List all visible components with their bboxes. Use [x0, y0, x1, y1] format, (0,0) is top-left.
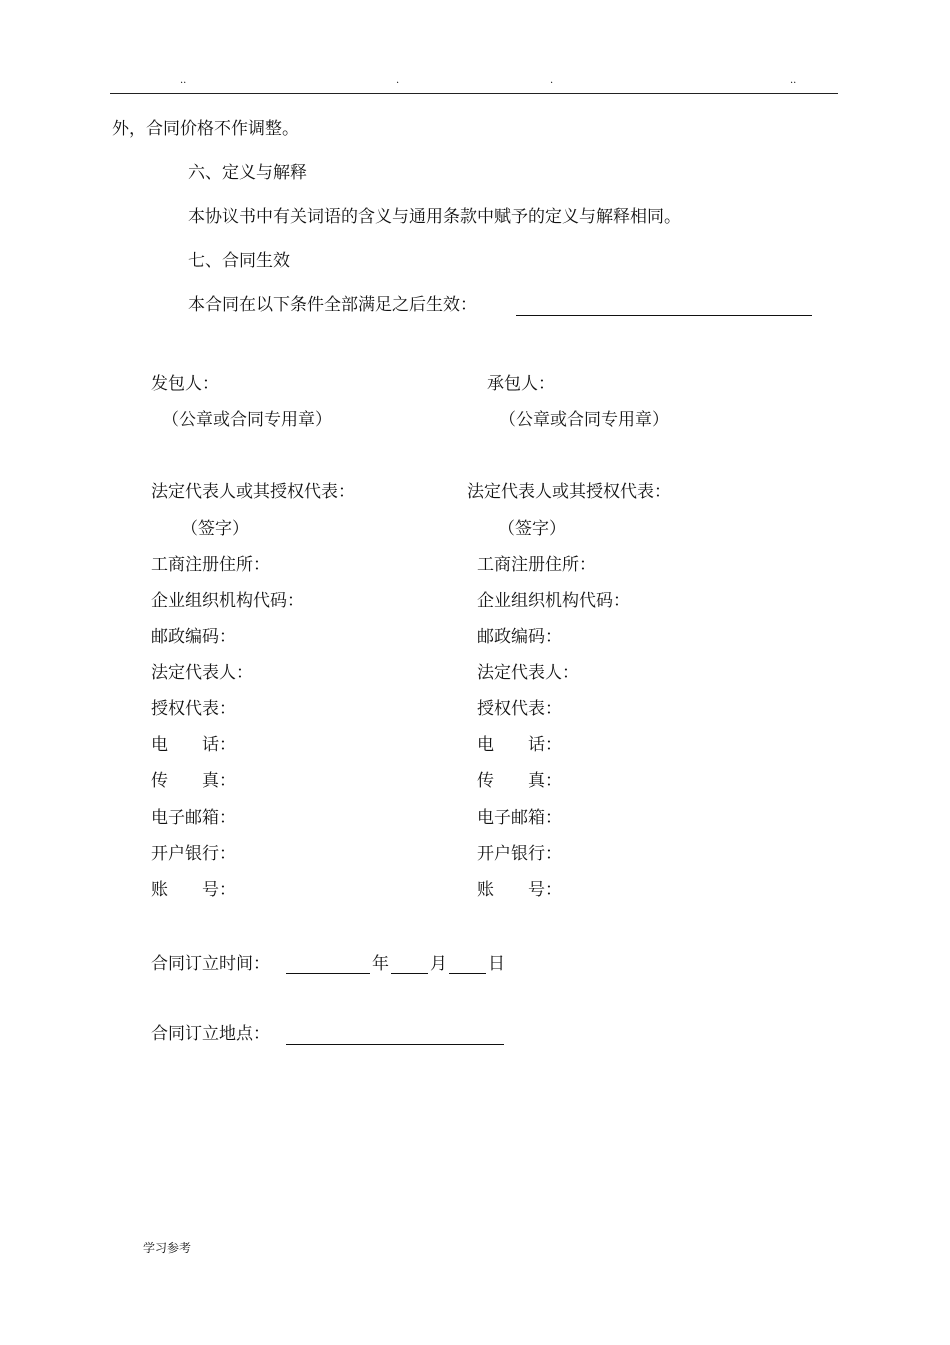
section-7-text: 本合同在以下条件全部满足之后生效： — [188, 295, 477, 315]
contractor-sign-label: （签字） — [498, 519, 566, 539]
contractor-field: 传 真： — [477, 771, 562, 791]
section-7-title: 七、合同生效 — [188, 251, 290, 271]
contractor-field: 企业组织机构代码： — [477, 591, 630, 611]
contractor-rep-label: 法定代表人或其授权代表： — [467, 482, 671, 502]
footer-text: 学习参考 — [143, 1241, 192, 1255]
section-6-title: 六、定义与解释 — [188, 163, 307, 183]
year-blank — [286, 973, 370, 974]
employer-field: 授权代表： — [151, 699, 236, 719]
contractor-field: 授权代表： — [477, 699, 562, 719]
year-label: 年 — [372, 954, 389, 974]
contractor-field: 法定代表人： — [477, 663, 579, 683]
employer-field: 企业组织机构代码： — [151, 591, 304, 611]
signing-time-label: 合同订立时间： — [151, 954, 270, 974]
employer-label: 发包人： — [151, 374, 219, 394]
employer-sign-label: （签字） — [181, 519, 249, 539]
header-dot-3: . — [550, 75, 554, 86]
employer-field: 邮政编码： — [151, 627, 236, 647]
month-blank — [391, 973, 428, 974]
signing-place-label: 合同订立地点： — [151, 1024, 270, 1044]
contractor-label: 承包人： — [487, 374, 555, 394]
place-blank — [286, 1044, 504, 1045]
day-label: 日 — [488, 954, 505, 974]
line-continuation: 外，合同价格不作调整。 — [112, 119, 299, 139]
section-6-text: 本协议书中有关词语的含义与通用条款中赋予的定义与解释相同。 — [188, 207, 681, 227]
employer-field: 法定代表人： — [151, 663, 253, 683]
employer-field: 传 真： — [151, 771, 236, 791]
day-blank — [449, 973, 486, 974]
contractor-field: 开户银行： — [477, 844, 562, 864]
month-label: 月 — [430, 954, 447, 974]
contractor-field: 邮政编码： — [477, 627, 562, 647]
header-rule — [110, 93, 838, 94]
contractor-field: 账 号： — [477, 880, 562, 900]
contractor-field: 电 话： — [477, 735, 562, 755]
contractor-field: 工商注册住所： — [477, 555, 596, 575]
employer-field: 工商注册住所： — [151, 555, 270, 575]
header-dot-2: . — [396, 75, 400, 86]
employer-seal: （公章或合同专用章） — [162, 410, 332, 430]
employer-rep-label: 法定代表人或其授权代表： — [151, 482, 355, 502]
employer-field: 账 号： — [151, 880, 236, 900]
employer-field: 电子邮箱： — [151, 808, 236, 828]
employer-field: 开户银行： — [151, 844, 236, 864]
header-dot-1: .. — [180, 75, 187, 86]
contractor-seal: （公章或合同专用章） — [499, 410, 669, 430]
contractor-field: 电子邮箱： — [477, 808, 562, 828]
effective-conditions-blank — [516, 315, 812, 316]
header-dot-4: .. — [790, 75, 797, 86]
employer-field: 电 话： — [151, 735, 236, 755]
